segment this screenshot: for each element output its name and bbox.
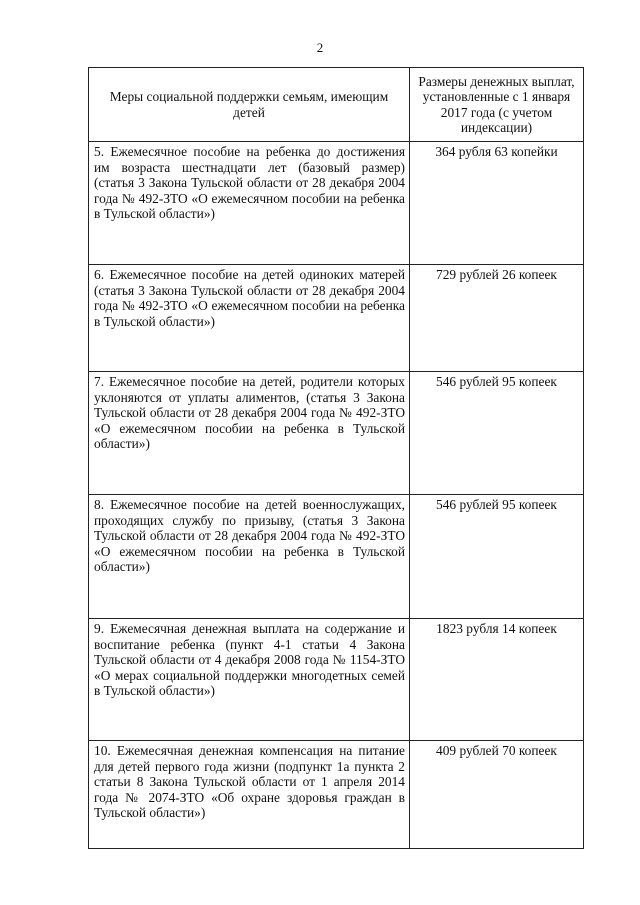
benefits-table <box>88 67 584 849</box>
amount-cell: 546 рублей 95 копеек <box>410 495 584 619</box>
page-number: 2 <box>316 40 324 55</box>
table-row <box>89 741 584 849</box>
table-row <box>89 265 584 372</box>
measure-cell: 9. Ежемесячная денежная выплата на содержание и воспитание ребенка (пункт 4-1 статьи 4 Закона Тульской области от 4 декабря 2008 года № 1154-ЗТО «О мерах социальной поддержки многодетных семей в Тульской области») <box>89 619 410 741</box>
header-measures-text: Меры социальной поддержки семьям, имеющим детей <box>109 89 389 120</box>
header-amounts-text: Размеры денежных выплат, установленные с 1 января 2017 года (с учетом индексации) <box>418 73 575 135</box>
amount-cell: 409 рублей 70 копеек <box>410 741 584 849</box>
measure-cell: 8. Ежемесячное пособие на детей военнослужащих, проходящих службу по призыву, (статья 3 Закона Тульской области от 28 декабря 2004 года № 492-ЗТО «О ежемесячном пособии на ребенка в Тульской области») <box>89 495 410 619</box>
amount-cell: 1823 рубля 14 копеек <box>410 619 584 741</box>
table-row <box>89 495 584 619</box>
table-row <box>89 619 584 741</box>
measure-cell: 5. Ежемесячное пособие на ребенка до достижения им возраста шестнадцати лет (базовый размер) (статья 3 Закона Тульской области от 28 декабря 2004 года № 492-ЗТО «О ежемесячном пособии на ребенка в Тульской области») <box>89 142 410 265</box>
amount-cell: 729 рублей 26 копеек <box>410 265 584 372</box>
measure-cell: 10. Ежемесячная денежная компенсация на питание для детей первого года жизни (подпункт 1а пункта 2 статьи 8 Закона Тульской области от 1 апреля 2014 года № 2074-ЗТО «Об охране здоровья граждан в Тульской области») <box>89 741 410 849</box>
measure-cell: 7. Ежемесячное пособие на детей, родители которых уклоняются от уплаты алиментов, (статья 3 Закона Тульской области от 28 декабря 2004 года № 492-ЗТО «О ежемесячном пособии на ребенка в Тульской области») <box>89 372 410 495</box>
header-amounts <box>410 68 584 142</box>
measure-cell: 6. Ежемесячное пособие на детей одиноких матерей (статья 3 Закона Тульской области от 28 декабря 2004 года № 492-ЗТО «О ежемесячном пособии на ребенка в Тульской области») <box>89 265 410 372</box>
amount-cell: 546 рублей 95 копеек <box>410 372 584 495</box>
table-header-row <box>89 68 584 142</box>
table-row <box>89 142 584 265</box>
table-row <box>89 372 584 495</box>
header-measures <box>89 68 410 142</box>
amount-cell: 364 рубля 63 копейки <box>410 142 584 265</box>
